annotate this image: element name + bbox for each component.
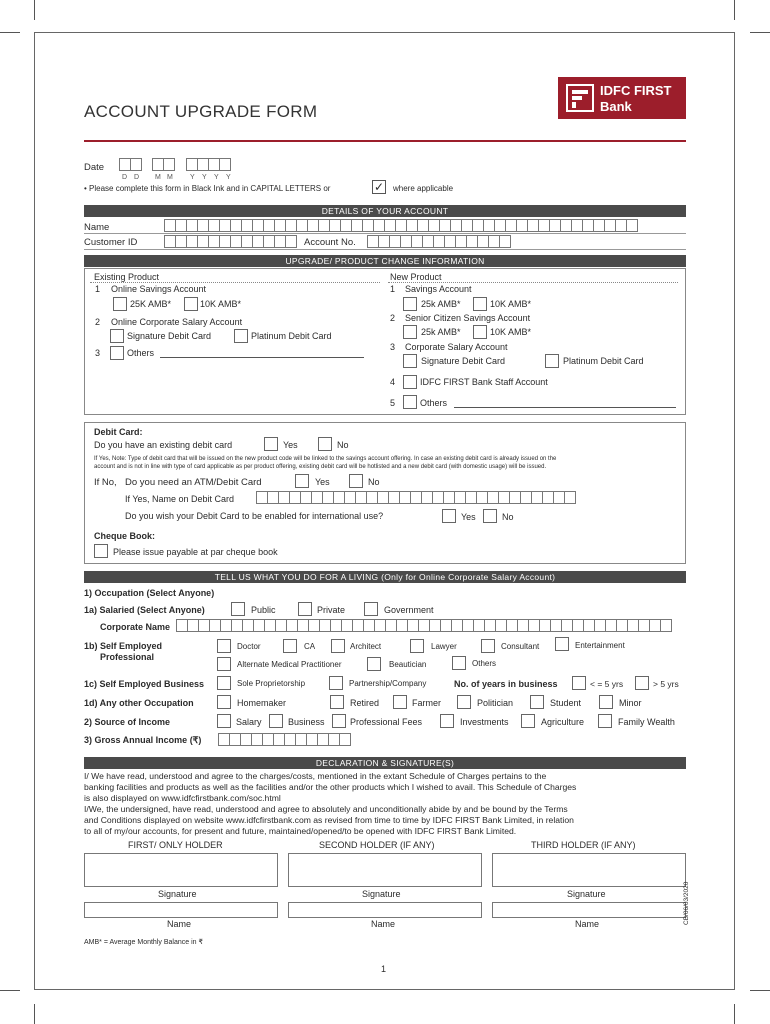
checkbox-senior-10k[interactable] <box>473 325 487 339</box>
declaration-text: I/We, the undersigned, have read, understood and agree to absolutely and unconditionally abide by and be bound by the Terms <box>84 804 568 814</box>
option-label: Partnership/Company <box>349 679 427 688</box>
item-number: 3 <box>95 348 101 358</box>
option-label: Yes <box>283 440 298 450</box>
checkbox-architect[interactable] <box>331 639 345 653</box>
option-label: 25k AMB* <box>421 327 461 337</box>
corporate-name-cells[interactable] <box>176 619 671 632</box>
new-corporate-salary: Corporate Salary Account <box>405 342 508 352</box>
new-savings: Savings Account <box>405 284 472 294</box>
checkbox-ca[interactable] <box>283 639 297 653</box>
option-label: No <box>368 477 380 487</box>
option-label: Architect <box>350 642 382 651</box>
checkbox-staff-account[interactable] <box>403 375 417 389</box>
date-hint: Y <box>226 174 231 181</box>
date-year-cells[interactable] <box>186 158 230 171</box>
holder-heading: THIRD HOLDER (IF ANY) <box>531 840 636 850</box>
checkbox-cheque-book[interactable] <box>94 544 108 558</box>
crop-mark <box>750 32 770 33</box>
checkbox-others[interactable] <box>110 346 124 360</box>
declaration-text: and Conditions displayed on website www.idfcfirstbank.com as revised from time to time by IDFC FIRST Bank Limited, in relation <box>84 815 574 825</box>
checkbox-new-25k[interactable] <box>403 297 417 311</box>
name-box-third[interactable] <box>492 902 686 918</box>
checkbox-student[interactable] <box>530 695 544 709</box>
crop-mark <box>34 1004 35 1024</box>
debit-note: If Yes, Note: Type of debit card that will be issued on the new product code will be linked to the savings account offering. In case an existing debit card is already issued on the <box>94 456 557 462</box>
item-number: 3 <box>390 342 396 352</box>
name-label: Name <box>84 222 110 233</box>
checkbox-investments[interactable] <box>440 714 454 728</box>
checkbox-alt-medical[interactable] <box>217 657 231 671</box>
option-label: Farmer <box>412 698 441 708</box>
new-title: New Product <box>390 272 442 282</box>
option-label: Yes <box>315 477 330 487</box>
date-hint: D <box>134 174 140 181</box>
declaration-text: to all of my/our accounts, for present and future, maintained/opened/to be opened with IDFC FIRST Bank Limited. <box>84 826 517 836</box>
section-bar-declaration: DECLARATION & SIGNATURE(S) <box>84 757 686 769</box>
option-label: Platinum Debit Card <box>251 331 332 341</box>
option-label: 25K AMB* <box>130 299 172 309</box>
option-label: Others <box>127 348 155 358</box>
option-label: Consultant <box>501 642 540 651</box>
holder-heading: SECOND HOLDER (IF ANY) <box>319 840 435 850</box>
corporate-name-label: Corporate Name <box>100 622 171 632</box>
name-label: Name <box>371 919 396 929</box>
new-others-line[interactable] <box>454 407 676 408</box>
option-label: Others <box>472 659 497 668</box>
date-month-cells[interactable] <box>152 158 174 171</box>
tick-icon: ✓ <box>373 180 385 194</box>
checkbox-signature-debit[interactable] <box>110 329 124 343</box>
checkbox-agriculture[interactable] <box>521 714 535 728</box>
option-label: 25k AMB* <box>421 299 461 309</box>
divider <box>388 282 678 283</box>
instruction-text-end: where applicable <box>393 184 454 193</box>
declaration-text: banking facilities and products as well as the facilities and/or the other products which I wished to avail. This Schedule of Charges <box>84 782 577 792</box>
option-label: Yes <box>461 512 476 522</box>
name-label: Name <box>575 919 600 929</box>
crop-mark <box>0 990 20 991</box>
logo-text: IDFC FIRST <box>600 83 672 98</box>
char-cell[interactable] <box>339 733 351 746</box>
checkbox-senior-25k[interactable] <box>403 325 417 339</box>
option-label: Signature Debit Card <box>421 356 506 366</box>
option-label: CA <box>304 642 316 651</box>
bank-logo-icon <box>566 84 594 112</box>
option-label: Politician <box>477 698 514 708</box>
checkbox-atm-no[interactable] <box>349 474 363 488</box>
item-number: 1 <box>390 284 396 294</box>
option-label: Homemaker <box>237 698 287 708</box>
option-label: Private <box>317 605 346 615</box>
divider <box>90 282 380 283</box>
option-label: No <box>337 440 349 450</box>
char-cell[interactable] <box>285 235 297 248</box>
signature-label: Signature <box>362 889 401 899</box>
checkbox-farmer[interactable] <box>393 695 407 709</box>
option-label: Sole Proprietorship <box>237 679 306 688</box>
gross-income-label: 3) Gross Annual Income (₹) <box>84 735 202 745</box>
option-label: Platinum Debit Card <box>563 356 644 366</box>
name-cells[interactable] <box>164 219 637 232</box>
existing-online-savings: Online Savings Account <box>111 284 207 294</box>
option-label: Alternate Medical Practitioner <box>237 660 342 669</box>
checkbox-government[interactable] <box>364 602 378 616</box>
option-label: Minor <box>619 698 642 708</box>
customer-id-cells[interactable] <box>164 235 296 248</box>
option-label: Others <box>420 398 448 408</box>
crop-mark <box>734 0 735 20</box>
char-cell[interactable] <box>499 235 511 248</box>
date-hint: M <box>167 174 173 181</box>
checkbox-retired[interactable] <box>330 695 344 709</box>
signature-label: Signature <box>567 889 606 899</box>
any-other-label: 1d) Any other Occupation <box>84 698 194 708</box>
checkbox-25k-amb[interactable] <box>113 297 127 311</box>
debit-question: Do you have an existing debit card <box>94 440 233 450</box>
option-label: 10K AMB* <box>200 299 242 309</box>
crop-mark <box>0 32 20 33</box>
name-label: Name <box>167 919 192 929</box>
title-rule <box>84 140 686 142</box>
declaration-text: is also displayed on www.idfcfirstbank.com/soc.html <box>84 793 281 803</box>
bank-logo <box>558 77 686 119</box>
option-label: No <box>502 512 514 522</box>
account-no-label: Account No. <box>304 237 356 248</box>
item-number: 2 <box>95 317 101 327</box>
source-income-label: 2) Source of Income <box>84 717 171 727</box>
char-cell[interactable] <box>660 619 672 632</box>
option-label: < = 5 yrs <box>590 679 624 689</box>
option-label: Beautician <box>389 660 427 669</box>
row-rule <box>84 249 686 250</box>
checkbox-le-5yrs[interactable] <box>572 676 586 690</box>
option-label: Public <box>251 605 276 615</box>
checkbox-gt-5yrs[interactable] <box>635 676 649 690</box>
customer-id-label: Customer ID <box>84 237 138 248</box>
checkbox-homemaker[interactable] <box>217 695 231 709</box>
crop-mark <box>750 990 770 991</box>
checkbox-debit-no[interactable] <box>318 437 332 451</box>
signature-label: Signature <box>158 889 197 899</box>
date-day-cells[interactable] <box>119 158 141 171</box>
date-hint: D <box>122 174 128 181</box>
item-number: 4 <box>390 377 396 387</box>
signature-box-third[interactable] <box>492 853 686 887</box>
option-label: IDFC FIRST Bank Staff Account <box>420 377 548 387</box>
date-hint: Y <box>214 174 219 181</box>
checkbox-partnership[interactable] <box>329 676 343 690</box>
declaration-text: I/ We have read, understood and agree to the charges/costs, mentioned in the extant Schedule of Charges pertains to the <box>84 771 547 781</box>
item-number: 5 <box>390 398 396 408</box>
name-box-first[interactable] <box>84 902 278 918</box>
account-no-cells[interactable] <box>367 235 510 248</box>
page-title: ACCOUNT UPGRADE FORM <box>84 102 318 121</box>
crop-mark <box>34 0 35 20</box>
checkbox-new-10k[interactable] <box>473 297 487 311</box>
checkbox-business[interactable] <box>269 714 283 728</box>
checkbox-salary[interactable] <box>217 714 231 728</box>
option-label: Salary <box>236 717 262 727</box>
option-label: > 5 yrs <box>653 679 679 689</box>
char-cell[interactable] <box>626 219 638 232</box>
checkbox-debit-yes[interactable] <box>264 437 278 451</box>
checkbox-family-wealth[interactable] <box>598 714 612 728</box>
gross-income-cells[interactable] <box>218 733 350 746</box>
checkbox-prof-others[interactable] <box>452 656 466 670</box>
date-hint: M <box>155 174 161 181</box>
cheque-title: Cheque Book: <box>94 531 156 541</box>
date-hint: Y <box>202 174 207 181</box>
crop-mark <box>734 1004 735 1024</box>
years-label: No. of years in business <box>454 679 558 689</box>
others-line[interactable] <box>160 357 364 358</box>
signature-box-first[interactable] <box>84 853 278 887</box>
existing-corporate-salary: Online Corporate Salary Account <box>111 317 243 327</box>
form-code: CB/06/03/2020 <box>683 881 690 925</box>
checkbox-atm-yes[interactable] <box>295 474 309 488</box>
card-name-label: If Yes, Name on Debit Card <box>125 494 235 504</box>
date-label: Date <box>84 162 105 173</box>
option-label: Entertainment <box>575 641 625 650</box>
debit-title: Debit Card: <box>94 427 143 437</box>
row-rule <box>84 233 686 234</box>
checkbox-lawyer[interactable] <box>410 639 424 653</box>
checkbox-new-platinum[interactable] <box>545 354 559 368</box>
checkbox-10k-amb[interactable] <box>184 297 198 311</box>
occupation-label: 1) Occupation (Select Anyone) <box>84 588 215 598</box>
section-bar-account: DETAILS OF YOUR ACCOUNT <box>84 205 686 217</box>
option-label: Business <box>288 717 325 727</box>
option-label: Signature Debit Card <box>127 331 212 341</box>
salaried-label: 1a) Salaried (Select Anyone) <box>84 605 205 615</box>
amb-footnote: AMB* = Average Monthly Balance in ₹ <box>84 939 203 946</box>
cheque-label: Please issue payable at par cheque book <box>113 547 278 557</box>
option-label: Professional Fees <box>350 717 423 727</box>
checkbox-doctor[interactable] <box>217 639 231 653</box>
new-senior-citizen: Senior Citizen Savings Account <box>405 313 531 323</box>
name-box-second[interactable] <box>288 902 482 918</box>
option-label: Investments <box>460 717 509 727</box>
checkbox-sole-prop[interactable] <box>217 676 231 690</box>
debit-note: account and is not in line with type of card applicable as per product offering, existing debit card will be hotlisted and a new debit card (with domestic usage) will be issued. <box>94 464 547 470</box>
checkbox-new-signature[interactable] <box>403 354 417 368</box>
checkbox-private[interactable] <box>298 602 312 616</box>
logo-text-bank: Bank <box>600 99 632 114</box>
instruction-text: • Please complete this form in Black Ink and in CAPITAL LETTERS or <box>84 184 331 193</box>
signature-box-second[interactable] <box>288 853 482 887</box>
existing-title: Existing Product <box>94 272 160 282</box>
checkbox-new-others[interactable] <box>403 395 417 409</box>
checkbox-prof-fees[interactable] <box>332 714 346 728</box>
checkbox-intl-no[interactable] <box>483 509 497 523</box>
if-no-label: If No, <box>94 477 117 488</box>
section-bar-living: TELL US WHAT YOU DO FOR A LIVING (Only for Online Corporate Salary Account) <box>84 571 686 583</box>
option-label: Retired <box>350 698 380 708</box>
professional-label: Professional <box>100 652 155 662</box>
option-label: 10K AMB* <box>490 299 532 309</box>
item-number: 1 <box>95 284 101 294</box>
checkbox-consultant[interactable] <box>481 639 495 653</box>
checkbox-politician[interactable] <box>457 695 471 709</box>
holder-heading: FIRST/ ONLY HOLDER <box>128 840 223 850</box>
section-bar-upgrade: UPGRADE/ PRODUCT CHANGE INFORMATION <box>84 255 686 267</box>
card-name-cells[interactable] <box>256 491 575 504</box>
checkbox-public[interactable] <box>231 602 245 616</box>
checkbox-minor[interactable] <box>599 695 613 709</box>
option-label: Student <box>550 698 582 708</box>
intl-question: Do you wish your Debit Card to be enabled for international use? <box>125 511 384 521</box>
atm-question: Do you need an ATM/Debit Card <box>125 477 262 488</box>
checkbox-beautician[interactable] <box>367 657 381 671</box>
checkbox-entertainment[interactable] <box>555 637 569 651</box>
checkbox-platinum-debit[interactable] <box>234 329 248 343</box>
option-label: Family Wealth <box>618 717 675 727</box>
date-hint: Y <box>190 174 195 181</box>
checkbox-intl-yes[interactable] <box>442 509 456 523</box>
option-label: 10K AMB* <box>490 327 532 337</box>
self-employed-business-label: 1c) Self Employed Business <box>84 679 205 689</box>
self-employed-label: 1b) Self Employed <box>84 641 163 651</box>
option-label: Government <box>384 605 434 615</box>
page-number: 1 <box>381 964 387 974</box>
option-label: Lawyer <box>431 642 457 651</box>
option-label: Doctor <box>237 642 261 651</box>
option-label: Agriculture <box>541 717 585 727</box>
char-cell[interactable] <box>564 491 576 504</box>
item-number: 2 <box>390 313 396 323</box>
